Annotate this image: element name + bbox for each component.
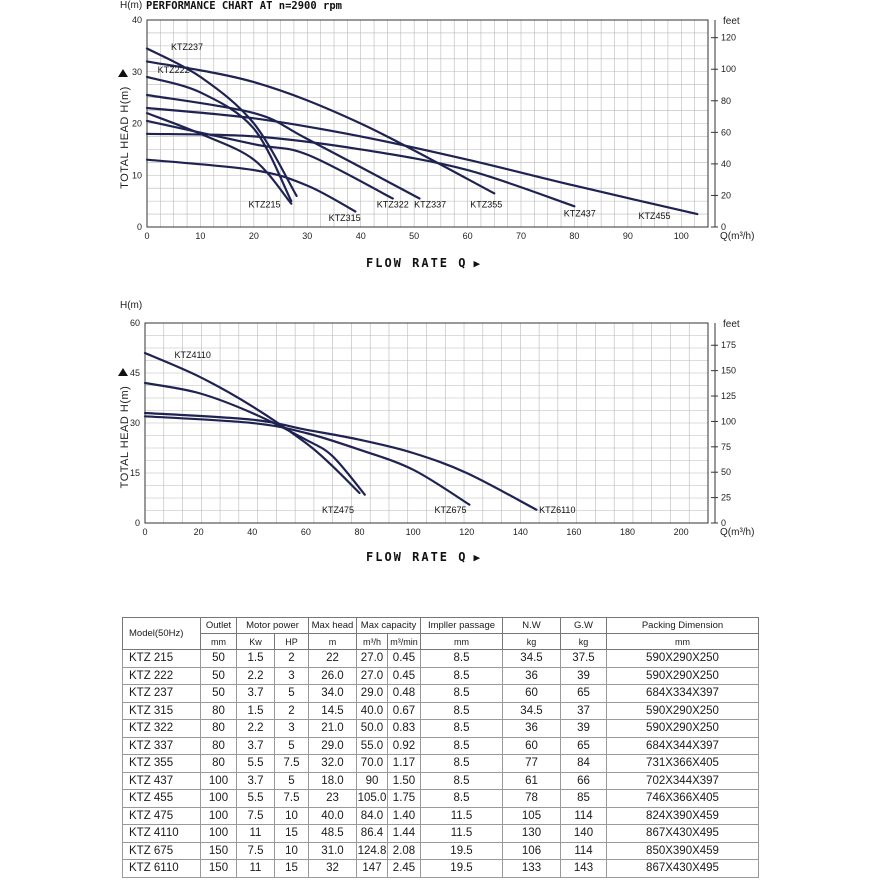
unit-cell: mm (607, 634, 759, 650)
x-tick-label: 90 (622, 231, 633, 241)
table-cell: 37.5 (561, 650, 607, 668)
x-tick-label: 30 (302, 231, 313, 241)
spec-table-body (123, 650, 759, 878)
model-cell: KTZ 222 (123, 667, 201, 685)
table-cell: 15 (275, 860, 309, 878)
table-cell: 824X390X459 (607, 807, 759, 825)
secondary-tick-label: 150 (721, 365, 737, 376)
x-tick-label: 10 (195, 231, 206, 241)
model-cell: KTZ 237 (123, 685, 201, 703)
secondary-tick-label: 50 (721, 467, 732, 478)
table-cell: 32 (309, 860, 357, 878)
table-cell: 1.50 (388, 772, 421, 790)
secondary-tick-label: 20 (721, 190, 732, 201)
curve-label: KTZ6110 (539, 505, 576, 515)
table-cell: 1.17 (388, 755, 421, 773)
secondary-tick-label: 100 (721, 64, 737, 75)
table-row (123, 667, 759, 685)
table-cell: 85 (561, 790, 607, 808)
performance-chart-2 (0, 296, 885, 546)
table-cell: 5.5 (237, 755, 275, 773)
y-axis-unit-label: H(m) (120, 300, 143, 311)
y-tick-label: 60 (129, 318, 140, 328)
x-tick-label: 60 (462, 231, 473, 241)
flow-rate-label-2: FLOW RATE Q ▶ (366, 550, 483, 564)
table-cell: 31.0 (309, 842, 357, 860)
x-tick-label: 0 (142, 527, 148, 537)
table-cell: 850X390X459 (607, 842, 759, 860)
table-cell: 60 (503, 685, 561, 703)
table-cell: 8.5 (421, 737, 503, 755)
secondary-axis-title: feet (723, 16, 740, 27)
unit-cell: kg (503, 634, 561, 650)
table-cell: 36 (503, 720, 561, 738)
unit-cell: m (309, 634, 357, 650)
table-cell: 80 (201, 755, 237, 773)
table-row (123, 790, 759, 808)
table-cell: 105.0 (357, 790, 388, 808)
table-cell: 66 (561, 772, 607, 790)
x-tick-label: 140 (512, 527, 528, 537)
curve-label: KTZ237 (171, 42, 204, 53)
table-cell: 731X366X405 (607, 755, 759, 773)
curve-ktz322 (147, 121, 393, 199)
secondary-tick-label: 100 (721, 416, 737, 427)
curve-label: KTZ355 (470, 199, 503, 210)
model-cell: KTZ 355 (123, 755, 201, 773)
table-cell: 8.5 (421, 702, 503, 720)
table-cell: 29.0 (309, 737, 357, 755)
table-cell: 11 (237, 860, 275, 878)
model-cell: KTZ 337 (123, 737, 201, 755)
table-cell: 8.5 (421, 720, 503, 738)
table-cell: 1.40 (388, 807, 421, 825)
table-cell: 77 (503, 755, 561, 773)
table-cell: 0.45 (388, 667, 421, 685)
table-cell: 867X430X495 (607, 825, 759, 843)
secondary-axis-title: feet (723, 319, 740, 330)
table-cell: 105 (503, 807, 561, 825)
table-cell: 8.5 (421, 667, 503, 685)
table-cell: 0.45 (388, 650, 421, 668)
curve-label: KTZ322 (376, 199, 409, 210)
table-cell: 133 (503, 860, 561, 878)
arrow-right-icon: ▶ (473, 551, 483, 564)
unit-cell: mm (421, 634, 503, 650)
table-cell: 60 (503, 737, 561, 755)
table-cell: 23 (309, 790, 357, 808)
secondary-tick-label: 25 (721, 492, 732, 503)
x-axis-title: Q(m³/h) (720, 231, 755, 242)
table-cell: 2.08 (388, 842, 421, 860)
table-cell: 84.0 (357, 807, 388, 825)
table-row (123, 825, 759, 843)
x-tick-label: 100 (673, 231, 689, 241)
model-cell: KTZ 315 (123, 702, 201, 720)
chart-title: PERFORMANCE CHART AT n=2900 rpm (146, 0, 342, 12)
y-tick-label: 30 (131, 66, 142, 77)
table-row (123, 720, 759, 738)
curve-label: KTZ437 (563, 208, 596, 219)
table-cell: 702X344X397 (607, 772, 759, 790)
header-max-head: Max head (309, 618, 357, 634)
unit-cell: Kw (237, 634, 275, 650)
table-cell: 48.5 (309, 825, 357, 843)
table-cell: 8.5 (421, 650, 503, 668)
table-cell: 50 (201, 650, 237, 668)
x-tick-label: 80 (354, 527, 365, 537)
table-cell: 36 (503, 667, 561, 685)
x-tick-label: 200 (673, 527, 689, 537)
table-cell: 1.5 (237, 702, 275, 720)
table-cell: 34.5 (503, 702, 561, 720)
table-cell: 19.5 (421, 860, 503, 878)
y-tick-label: 15 (129, 468, 140, 478)
table-cell: 39 (561, 720, 607, 738)
table-cell: 86.4 (357, 825, 388, 843)
curve-label: KTZ315 (328, 212, 361, 223)
model-cell: KTZ 475 (123, 807, 201, 825)
x-axis-title: Q(m³/h) (720, 527, 755, 538)
header-motor-power: Motor power (237, 618, 309, 634)
y-tick-label: 0 (136, 222, 142, 232)
table-cell: 100 (201, 790, 237, 808)
y-tick-label: 30 (129, 418, 140, 428)
table-cell: 14.5 (309, 702, 357, 720)
table-row (123, 650, 759, 668)
unit-cell: m³/min (388, 634, 421, 650)
y-tick-label: 45 (129, 368, 140, 378)
table-cell: 130 (503, 825, 561, 843)
table-cell: 0.48 (388, 685, 421, 703)
table-cell: 114 (561, 807, 607, 825)
x-tick-label: 50 (409, 231, 420, 241)
table-cell: 3 (275, 720, 309, 738)
table-cell: 3 (275, 667, 309, 685)
table-cell: 590X290X250 (607, 702, 759, 720)
spec-table (122, 617, 759, 878)
table-cell: 50 (201, 667, 237, 685)
flow-rate-label-1: FLOW RATE Q ▶ (366, 256, 483, 270)
secondary-tick-label: 125 (721, 391, 737, 402)
table-cell: 55.0 (357, 737, 388, 755)
unit-cell: m³/h (357, 634, 388, 650)
table-cell: 11 (237, 825, 275, 843)
table-cell: 124.8 (357, 842, 388, 860)
secondary-tick-label: 40 (721, 158, 732, 169)
table-cell: 1.5 (237, 650, 275, 668)
table-row (123, 702, 759, 720)
y-tick-label: 40 (131, 15, 142, 25)
table-cell: 34.5 (503, 650, 561, 668)
model-cell: KTZ 215 (123, 650, 201, 668)
model-cell: KTZ 322 (123, 720, 201, 738)
table-cell: 150 (201, 860, 237, 878)
table-cell: 37 (561, 702, 607, 720)
curve-ktz475 (145, 383, 365, 495)
secondary-tick-label: 0 (721, 518, 727, 528)
table-cell: 8.5 (421, 685, 503, 703)
table-cell: 1.75 (388, 790, 421, 808)
model-cell: KTZ 675 (123, 842, 201, 860)
table-cell: 27.0 (357, 667, 388, 685)
table-cell: 2 (275, 650, 309, 668)
table-cell: 10 (275, 842, 309, 860)
y-tick-label: 10 (131, 170, 142, 181)
table-cell: 80 (201, 702, 237, 720)
header-gw: G.W (561, 618, 607, 634)
table-cell: 2.45 (388, 860, 421, 878)
table-cell: 590X290X250 (607, 720, 759, 738)
table-cell: 746X366X405 (607, 790, 759, 808)
table-cell: 32.0 (309, 755, 357, 773)
x-tick-label: 120 (459, 527, 475, 537)
table-cell: 40.0 (309, 807, 357, 825)
curve-label: KTZ4110 (174, 350, 211, 360)
table-cell: 40.0 (357, 702, 388, 720)
table-row (123, 737, 759, 755)
table-cell: 1.44 (388, 825, 421, 843)
table-cell: 90 (357, 772, 388, 790)
model-cell: KTZ 455 (123, 790, 201, 808)
table-cell: 8.5 (421, 790, 503, 808)
x-tick-label: 20 (248, 231, 259, 241)
header-max-capacity: Max capacity (357, 618, 421, 634)
y-tick-label: 20 (131, 118, 142, 129)
table-cell: 684X334X397 (607, 685, 759, 703)
table-units-row (123, 634, 759, 650)
table-cell: 11.5 (421, 825, 503, 843)
table-cell: 50 (201, 685, 237, 703)
table-cell: 3.7 (237, 737, 275, 755)
x-tick-label: 180 (620, 527, 636, 537)
x-tick-label: 160 (566, 527, 582, 537)
curve-ktz222 (147, 77, 291, 201)
table-cell: 70.0 (357, 755, 388, 773)
secondary-tick-label: 60 (721, 127, 732, 138)
model-cell: KTZ 6110 (123, 860, 201, 878)
table-cell: 100 (201, 807, 237, 825)
up-arrow-icon (118, 69, 128, 77)
x-tick-label: 100 (405, 527, 421, 537)
table-row (123, 685, 759, 703)
model-cell: KTZ 437 (123, 772, 201, 790)
table-cell: 65 (561, 737, 607, 755)
table-cell: 22 (309, 650, 357, 668)
table-cell: 7.5 (237, 842, 275, 860)
table-cell: 65 (561, 685, 607, 703)
secondary-tick-label: 175 (721, 340, 737, 351)
arrow-right-icon: ▶ (473, 257, 483, 270)
table-row (123, 772, 759, 790)
table-cell: 50.0 (357, 720, 388, 738)
curve-ktz6110 (145, 413, 536, 510)
table-cell: 10 (275, 807, 309, 825)
table-cell: 29.0 (357, 685, 388, 703)
header-impeller-passage: Impller passage (421, 618, 503, 634)
curve-label: KTZ475 (321, 505, 354, 515)
table-cell: 106 (503, 842, 561, 860)
y-axis-unit-label: H(m) (120, 0, 143, 11)
header-packing: Packing Dimension (607, 618, 759, 634)
y-tick-label: 0 (134, 518, 140, 528)
secondary-tick-label: 80 (721, 95, 732, 106)
table-cell: 147 (357, 860, 388, 878)
x-tick-label: 20 (193, 527, 204, 537)
table-cell: 0.67 (388, 702, 421, 720)
table-cell: 11.5 (421, 807, 503, 825)
table-cell: 18.0 (309, 772, 357, 790)
table-cell: 2.2 (237, 667, 275, 685)
spec-table-wrapper (122, 617, 758, 878)
header-nw: N.W (503, 618, 561, 634)
table-cell: 684X344X397 (607, 737, 759, 755)
table-row (123, 807, 759, 825)
table-cell: 590X290X250 (607, 667, 759, 685)
table-row (123, 842, 759, 860)
table-cell: 19.5 (421, 842, 503, 860)
table-cell: 84 (561, 755, 607, 773)
table-cell: 3.7 (237, 772, 275, 790)
table-cell: 2.2 (237, 720, 275, 738)
table-cell: 150 (201, 842, 237, 860)
x-tick-label: 0 (144, 231, 150, 241)
up-arrow-icon (118, 368, 128, 376)
secondary-tick-label: 120 (721, 32, 737, 43)
table-cell: 0.83 (388, 720, 421, 738)
curve-label: KTZ337 (414, 199, 447, 210)
x-tick-label: 70 (515, 231, 527, 241)
table-row (123, 860, 759, 878)
unit-cell: HP (275, 634, 309, 650)
table-cell: 8.5 (421, 772, 503, 790)
curve-label: KTZ222 (157, 64, 190, 75)
table-cell: 0.92 (388, 737, 421, 755)
table-cell: 5.5 (237, 790, 275, 808)
curve-label: KTZ675 (434, 505, 467, 515)
table-cell: 143 (561, 860, 607, 878)
table-cell: 7.5 (275, 790, 309, 808)
secondary-tick-label: 75 (721, 441, 732, 452)
table-cell: 5 (275, 772, 309, 790)
table-cell: 114 (561, 842, 607, 860)
table-cell: 34.0 (309, 685, 357, 703)
table-cell: 140 (561, 825, 607, 843)
header-outlet: Outlet (201, 618, 237, 634)
table-cell: 39 (561, 667, 607, 685)
table-cell: 5 (275, 737, 309, 755)
performance-chart-1 (0, 0, 885, 250)
table-cell: 78 (503, 790, 561, 808)
secondary-tick-label: 0 (721, 222, 727, 232)
curve-label: KTZ215 (248, 199, 281, 210)
unit-cell: kg (561, 634, 607, 650)
table-cell: 100 (201, 825, 237, 843)
y-axis-title: TOTAL HEAD H(m) (119, 385, 131, 489)
table-cell: 61 (503, 772, 561, 790)
table-cell: 867X430X495 (607, 860, 759, 878)
y-axis-title: TOTAL HEAD H(m) (119, 86, 131, 189)
x-tick-label: 40 (355, 231, 366, 241)
table-cell: 100 (201, 772, 237, 790)
table-cell: 7.5 (275, 755, 309, 773)
table-header-row (123, 618, 759, 634)
header-model: Model(50Hz) (123, 618, 201, 650)
table-cell: 26.0 (309, 667, 357, 685)
table-cell: 590X290X250 (607, 650, 759, 668)
table-cell: 5 (275, 685, 309, 703)
x-tick-label: 60 (300, 527, 311, 537)
table-cell: 8.5 (421, 755, 503, 773)
table-cell: 80 (201, 737, 237, 755)
model-cell: KTZ 4110 (123, 825, 201, 843)
table-cell: 2 (275, 702, 309, 720)
table-cell: 7.5 (237, 807, 275, 825)
table-row (123, 755, 759, 773)
table-cell: 21.0 (309, 720, 357, 738)
table-cell: 80 (201, 720, 237, 738)
table-cell: 3.7 (237, 685, 275, 703)
x-tick-label: 40 (247, 527, 258, 537)
curve-label: KTZ455 (638, 211, 671, 222)
table-cell: 27.0 (357, 650, 388, 668)
table-cell: 15 (275, 825, 309, 843)
unit-cell: mm (201, 634, 237, 650)
x-tick-label: 80 (569, 231, 580, 241)
